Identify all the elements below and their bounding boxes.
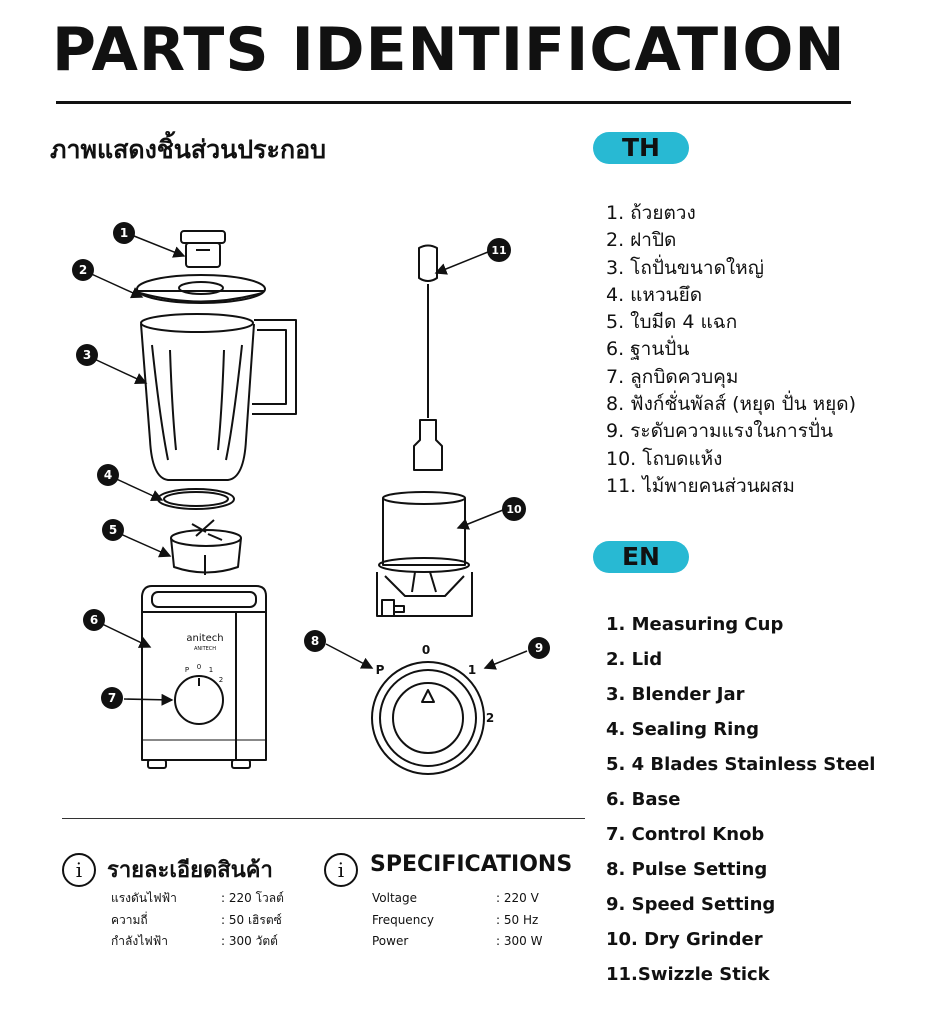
callout-7 — [101, 687, 123, 709]
callout-7-label: 7 — [107, 691, 117, 705]
parts-en-item: 5. 4 Blades Stainless Steel — [606, 754, 876, 775]
spec-divider — [62, 818, 585, 819]
spec-label: แรงดันไฟฟ้า — [111, 891, 177, 905]
parts-th-item: 6. ฐานปั่น — [606, 338, 690, 361]
callout-10-label: 10 — [506, 503, 522, 516]
swizzle-stick-drawing — [414, 246, 442, 471]
dry-grinder-drawing — [377, 492, 472, 616]
parts-th-item: 9. ระดับความแรงในการปั่น — [606, 420, 833, 443]
callout-1 — [113, 222, 135, 244]
spec-title-th: รายละเอียดสินค้า — [107, 858, 273, 883]
spec-value: : 50 เฮิรตซ์ — [221, 912, 282, 927]
callout-8 — [304, 630, 326, 652]
spec-value: : 220 โวลต์ — [221, 891, 284, 905]
measuring-cup-drawing — [181, 231, 225, 267]
blade-assembly-drawing — [171, 520, 241, 575]
brand-logo: anitech — [186, 633, 224, 644]
spec-title-en: SPECIFICATIONS — [370, 852, 573, 877]
parts-th-item: 7. ลูกบิดควบคุม — [606, 365, 739, 388]
blender-jar-drawing — [141, 314, 296, 480]
spec-label: ความถี่ — [111, 912, 148, 927]
parts-th-item: 11. ไม้พายคนส่วนผสม — [606, 474, 795, 497]
parts-en-item: 2. Lid — [606, 649, 663, 670]
parts-th-item: 5. ใบมีด 4 แฉก — [606, 311, 738, 334]
callout-1-label: 1 — [119, 226, 129, 240]
parts-list-en — [606, 607, 875, 992]
callout-4 — [97, 464, 119, 486]
lid-drawing — [137, 275, 265, 303]
parts-list-th — [606, 200, 856, 500]
parts-th-item: 8. ฟังก์ชั่นพัลส์ (หยุด ปั่น หยุด) — [606, 393, 857, 416]
control-knob-detail-drawing — [372, 662, 484, 774]
spec-value: : 50 Hz — [496, 912, 539, 927]
thai-diagram-heading: ภาพแสดงชิ้นส่วนประกอบ — [50, 135, 327, 164]
base-mark-1: 1 — [208, 666, 214, 674]
lang-badge-en: EN — [593, 541, 689, 573]
base-mark-2: 2 — [218, 676, 224, 684]
parts-en-item: 6. Base — [606, 789, 681, 810]
callout-10 — [502, 497, 526, 521]
base-mark-0: 0 — [196, 663, 202, 671]
knob-mark-2: 2 — [485, 711, 495, 725]
callout-11-label: 11 — [491, 244, 507, 257]
spec-value: : 220 V — [496, 891, 539, 905]
spec-value: : 300 W — [496, 934, 543, 948]
knob-mark-1: 1 — [467, 663, 477, 677]
parts-th-item: 1. ถ้วยตวง — [606, 202, 696, 224]
spec-label: Voltage — [372, 891, 418, 905]
callout-2-label: 2 — [78, 263, 88, 277]
parts-th-item: 10. โถบดแห้ง — [606, 447, 723, 470]
callout-5-label: 5 — [108, 523, 118, 537]
callout-8-label: 8 — [310, 634, 320, 648]
lang-badge-th: TH — [593, 132, 689, 164]
parts-en-item: 1. Measuring Cup — [606, 614, 784, 635]
callout-11 — [487, 238, 511, 262]
info-icon: i — [62, 853, 96, 887]
callout-3-label: 3 — [82, 348, 92, 362]
callout-3 — [76, 344, 98, 366]
callout-6 — [83, 609, 105, 631]
parts-th-item: 2. ฝาปิด — [606, 229, 677, 252]
parts-th-item: 3. โถปั่นขนาดใหญ่ — [606, 256, 764, 279]
parts-en-item: 7. Control Knob — [606, 824, 765, 845]
parts-th-item: 4. แหวนยึด — [606, 283, 703, 306]
parts-en-item: 9. Speed Setting — [606, 894, 776, 915]
parts-en-item: 8. Pulse Setting — [606, 859, 768, 880]
base-mark-p: P — [184, 666, 190, 674]
spec-label: Power — [372, 934, 409, 948]
spec-value: : 300 วัตต์ — [221, 934, 278, 948]
callout-9-label: 9 — [534, 641, 544, 655]
spec-label: Frequency — [372, 912, 434, 927]
parts-en-item: 4. Sealing Ring — [606, 719, 759, 740]
callout-2 — [72, 259, 94, 281]
parts-en-item: 11.Swizzle Stick — [606, 964, 770, 985]
info-icon: i — [324, 853, 358, 887]
callout-4-label: 4 — [103, 468, 113, 482]
parts-en-item: 3. Blender Jar — [606, 684, 745, 705]
knob-mark-0: 0 — [421, 643, 431, 657]
brand-subtext: ANITECH — [193, 646, 217, 652]
page-title: PARTS IDENTIFICATION — [52, 15, 846, 85]
callout-9 — [528, 637, 550, 659]
parts-en-item: 10. Dry Grinder — [606, 929, 763, 950]
callout-6-label: 6 — [89, 613, 99, 627]
callout-5 — [102, 519, 124, 541]
spec-label: กำลังไฟฟ้า — [111, 934, 168, 948]
knob-mark-p: P — [375, 663, 385, 677]
base-drawing — [142, 586, 266, 768]
